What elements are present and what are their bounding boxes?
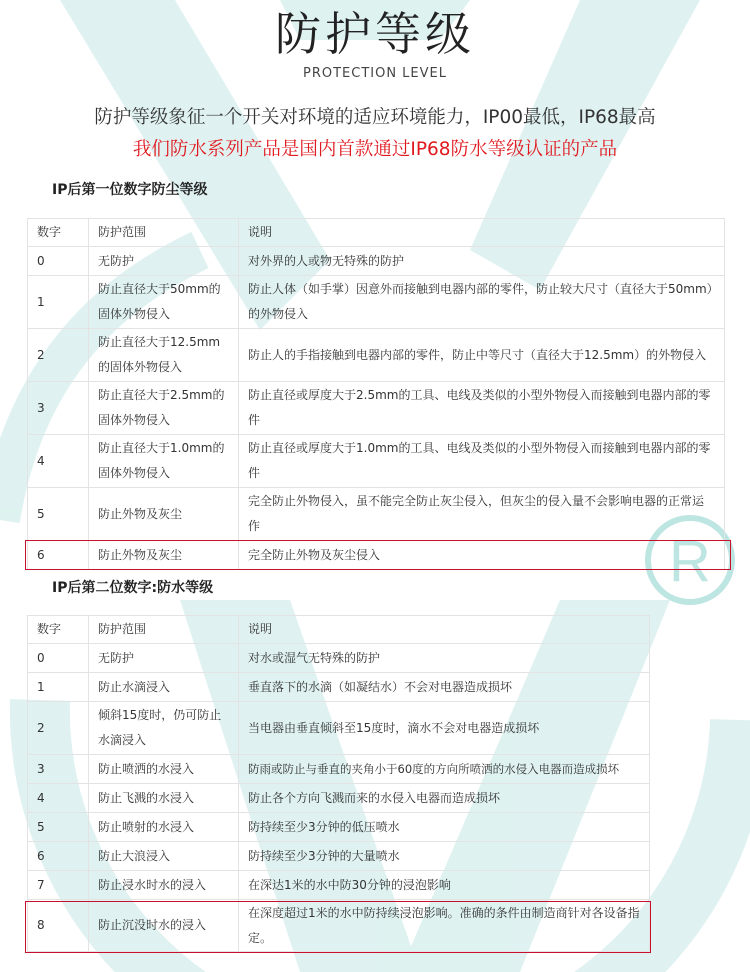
row-num: 7 bbox=[28, 871, 89, 900]
row-range: 防止外物及灰尘 bbox=[89, 488, 239, 541]
row-num: 3 bbox=[28, 382, 89, 435]
intro-text: 防护等级象征一个开关对环境的适应环境能力，IP00最低，IP68最高 bbox=[94, 107, 656, 128]
row-num: 5 bbox=[28, 488, 89, 541]
row-desc: 垂直落下的水滴（如凝结水）不会对电器造成损坏 bbox=[239, 673, 650, 702]
table-row bbox=[28, 755, 650, 784]
row-desc: 防止人体（如手掌）因意外而接触到电器内部的零件，防止较大尺寸（直径大于50mm）的外物侵入 bbox=[239, 276, 725, 329]
table-header-row bbox=[28, 616, 650, 644]
header-cell-desc: 说明 bbox=[239, 219, 725, 247]
row-num: 0 bbox=[28, 247, 89, 276]
table-row bbox=[28, 644, 650, 673]
row-range: 防止大浪浸入 bbox=[89, 842, 239, 871]
row-range: 倾斜15度时，仍可防止水滴浸入 bbox=[89, 702, 239, 755]
row-num: 6 bbox=[28, 842, 89, 871]
header-cell-num: 数字 bbox=[28, 219, 89, 247]
table-row bbox=[28, 842, 650, 871]
row-range: 防止直径大于12.5mm的固体外物侵入 bbox=[89, 329, 239, 382]
registered-mark: R bbox=[669, 529, 711, 594]
row-range: 防止浸水时水的浸入 bbox=[89, 871, 239, 900]
row-range: 防止直径大于50mm的固体外物侵入 bbox=[89, 276, 239, 329]
row-desc: 防止人的手指接触到电器内部的零件，防止中等尺寸（直径大于12.5mm）的外物侵入 bbox=[239, 329, 725, 382]
header-cell-range: 防护范围 bbox=[89, 616, 239, 644]
highlight-text: 我们防水系列产品是国内首款通过IP68防水等级认证的产品 bbox=[132, 139, 618, 160]
row-num: 6 bbox=[28, 541, 89, 570]
table-header-row bbox=[28, 219, 725, 247]
row-num: 1 bbox=[28, 276, 89, 329]
row-range: 防止沉没时水的浸入 bbox=[89, 900, 239, 952]
row-num: 5 bbox=[28, 813, 89, 842]
dust-protection-table bbox=[27, 218, 725, 570]
row-num: 0 bbox=[28, 644, 89, 673]
row-desc: 当电器由垂直倾斜至15度时，滴水不会对电器造成损坏 bbox=[239, 702, 650, 755]
table-row bbox=[28, 813, 650, 842]
row-num: 1 bbox=[28, 673, 89, 702]
table-row bbox=[28, 488, 725, 541]
row-num: 8 bbox=[28, 900, 89, 952]
table-row bbox=[28, 329, 725, 382]
page-subtitle: PROTECTION LEVEL bbox=[302, 66, 447, 81]
row-desc: 防持续至少3分钟的低压喷水 bbox=[239, 813, 650, 842]
row-desc: 在深达1米的水中防30分钟的浸泡影响 bbox=[239, 871, 650, 900]
table-row bbox=[28, 247, 725, 276]
table-row bbox=[28, 702, 650, 755]
row-desc: 完全防止外物及灰尘侵入 bbox=[239, 541, 725, 570]
water-table-title: IP后第二位数字:防水等级 bbox=[52, 580, 214, 596]
row-desc: 防止各个方向飞溅而来的水侵入电器而造成损坏 bbox=[239, 784, 650, 813]
page-title: 防护等级 bbox=[275, 7, 475, 61]
table-row bbox=[28, 871, 650, 900]
table-row bbox=[28, 784, 650, 813]
row-range: 防止直径大于1.0mm的固体外物侵入 bbox=[89, 435, 239, 488]
table-row bbox=[28, 276, 725, 329]
table-row bbox=[28, 382, 725, 435]
row-range: 无防护 bbox=[89, 644, 239, 673]
row-desc: 在深度超过1米的水中防持续浸泡影响。准确的条件由制造商针对各设备指定。 bbox=[239, 900, 650, 952]
row-desc: 对水或湿气无特殊的防护 bbox=[239, 644, 650, 673]
table-row-highlighted bbox=[28, 900, 650, 952]
row-desc: 防雨或防止与垂直的夹角小于60度的方向所喷洒的水侵入电器而造成损坏 bbox=[239, 755, 650, 784]
row-num: 4 bbox=[28, 435, 89, 488]
row-num: 3 bbox=[28, 755, 89, 784]
table-row bbox=[28, 435, 725, 488]
row-range: 防止喷洒的水浸入 bbox=[89, 755, 239, 784]
row-desc: 防止直径或厚度大于2.5mm的工具、电线及类似的小型外物侵入而接触到电器内部的零件 bbox=[239, 382, 725, 435]
row-range: 无防护 bbox=[89, 247, 239, 276]
row-num: 2 bbox=[28, 702, 89, 755]
row-range: 防止喷射的水浸入 bbox=[89, 813, 239, 842]
row-num: 2 bbox=[28, 329, 89, 382]
header-cell-num: 数字 bbox=[28, 616, 89, 644]
table-row-highlighted bbox=[28, 541, 725, 570]
header-cell-range: 防护范围 bbox=[89, 219, 239, 247]
row-num: 4 bbox=[28, 784, 89, 813]
water-protection-table bbox=[27, 615, 650, 952]
dust-table-title: IP后第一位数字防尘等级 bbox=[52, 182, 208, 198]
row-desc: 防止直径或厚度大于1.0mm的工具、电线及类似的小型外物侵入而接触到电器内部的零件 bbox=[239, 435, 725, 488]
row-range: 防止飞溅的水浸入 bbox=[89, 784, 239, 813]
table-row bbox=[28, 673, 650, 702]
header-cell-desc: 说明 bbox=[239, 616, 650, 644]
row-desc: 防持续至少3分钟的大量喷水 bbox=[239, 842, 650, 871]
row-desc: 对外界的人或物无特殊的防护 bbox=[239, 247, 725, 276]
row-desc: 完全防止外物侵入，虽不能完全防止灰尘侵入，但灰尘的侵入量不会影响电器的正常运作 bbox=[239, 488, 725, 541]
row-range: 防止水滴浸入 bbox=[89, 673, 239, 702]
row-range: 防止外物及灰尘 bbox=[89, 541, 239, 570]
row-range: 防止直径大于2.5mm的固体外物侵入 bbox=[89, 382, 239, 435]
